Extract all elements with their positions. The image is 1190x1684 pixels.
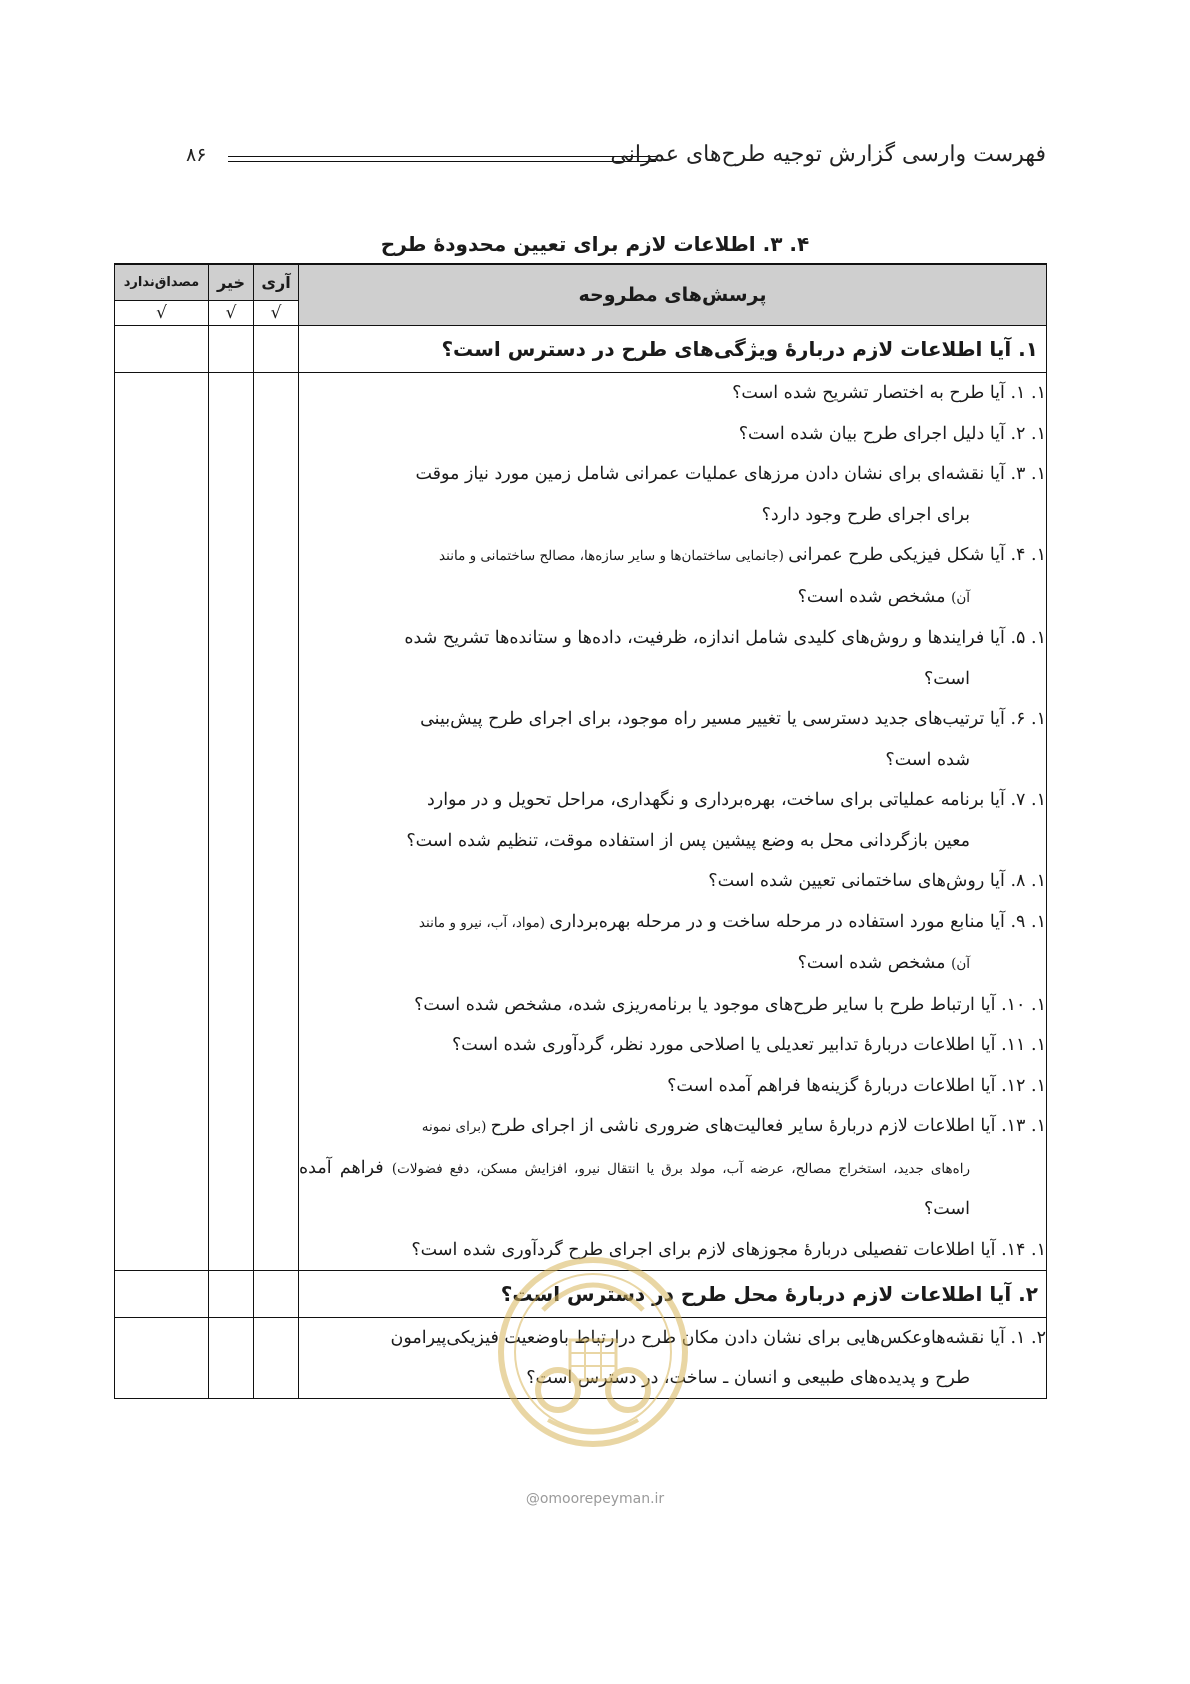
group-title: ۲. آیا اطلاعات لازم دربارهٔ محل طرح در دسترس است؟ [299,1271,1047,1318]
group-row [115,326,1047,373]
answer-yes-cell[interactable] [254,373,299,1271]
group-title: ۱. آیا اطلاعات لازم دربارهٔ ویژگی‌های طرح در دسترس است؟ [299,326,1047,373]
question-item: ۱. ۶. آیا ترتیب‌های جدید دسترسی یا تغییر مسیر راه موجود، برای اجرای طرح پیش‌بینی شده است؟ [420,709,1046,770]
running-title: فهرست وارسی گزارش توجیه طرح‌های عمرانی [610,142,1046,167]
answer-yes-cell[interactable] [254,326,299,373]
answer-na-cell[interactable] [115,373,209,1271]
group-items [299,373,1047,1271]
question-item: ۱. ۲. آیا دلیل اجرای طرح بیان شده است؟ [738,423,1046,444]
answer-na-cell[interactable] [115,326,209,373]
section-heading: ۴. ۳. اطلاعات لازم برای تعیین محدودهٔ طرح [380,232,810,256]
tick-mark: √ [115,300,209,325]
answer-yes-cell[interactable] [254,1318,299,1399]
answer-no-cell[interactable] [209,1271,254,1318]
header-rule [228,156,656,157]
group-items-row [115,373,1047,1271]
answer-yes-cell[interactable] [254,1271,299,1318]
checklist-table [114,263,1047,1399]
question-item: ۱. ۱۳. آیا اطلاعات لازم دربارهٔ سایر فعالیت‌های ضروری ناشی از اجرای طرح (برای نمونه راه‌های جدید، استخراج مصالح، عرضه آب، مولد برق یا انتقال نیرو، افزایش مسکن، دفع فضولات) فراهم آمده است؟ [299,1116,1046,1219]
header-no: خیر [209,264,254,300]
answer-na-cell[interactable] [115,1271,209,1318]
question-item: ۱. ۳. آیا نقشه‌ای برای نشان دادن مرزهای عملیات عمرانی شامل زمین مورد نیاز موقت برای اجرای طرح وجود دارد؟ [415,464,1046,525]
header-yes: آری [254,264,299,300]
answer-na-cell[interactable] [115,1318,209,1399]
question-item: ۲. ۱. آیا نقشه‌هاوعکس‌هایی برای نشان دادن مکان طرح درارتباط باوضعیت فیزیکی‌پیرامون طرح و پدیده‌های طبیعی و انسان ـ ساخت، در دسترس است؟ [390,1328,1046,1388]
question-item: ۱. ۱۲. آیا اطلاعات دربارهٔ گزینه‌ها فراهم آمده است؟ [667,1075,1046,1096]
watermark-seal-icon [488,1240,698,1470]
question-item: ۱. ۷. آیا برنامه عملیاتی برای ساخت، بهره‌برداری و نگهداری، مراحل تحویل و در موارد معین بازگردانی محل به وضع پیشین پس از استفاده موقت، تنظیم شده است؟ [406,790,1046,851]
page-header [186,140,1046,180]
question-item: ۱. ۱. آیا طرح به اختصار تشریح شده است؟ [732,383,1046,403]
question-item: ۱. ۱۴. آیا اطلاعات تفصیلی دربارهٔ مجوزهای لازم برای اجرای طرح گردآوری شده است؟ [411,1239,1046,1260]
question-item: ۱. ۸. آیا روش‌های ساختمانی تعیین شده است؟ [708,871,1046,891]
question-item: ۱. ۱۱. آیا اطلاعات دربارهٔ تدابیر تعدیلی یا اصلاحی مورد نظر، گردآوری شده است؟ [452,1035,1046,1055]
question-item: ۱. ۴. آیا شکل فیزیکی طرح عمرانی (جانمایی ساختمان‌ها و سایر سازه‌ها، مصالح ساختمانی و مانند آن) مشخص شده است؟ [439,545,1046,607]
tick-mark: √ [254,300,299,325]
answer-no-cell[interactable] [209,1318,254,1399]
question-item: ۱. ۵. آیا فرایندها و روش‌های کلیدی شامل اندازه، ظرفیت، داده‌ها و ستانده‌ها تشریح شده است؟ [404,628,1046,689]
header-question: پرسش‌های مطروحه [299,264,1047,326]
header-rule [228,161,656,162]
answer-no-cell[interactable] [209,326,254,373]
question-item: ۱. ۹. آیا منابع مورد استفاده در مرحله ساخت و در مرحله بهره‌برداری (مواد، آب، نیرو و مانند آن) مشخص شده است؟ [418,911,1046,973]
question-item: ۱. ۱۰. آیا ارتباط طرح با سایر طرح‌های موجود یا برنامه‌ریزی شده، مشخص شده است؟ [414,994,1046,1015]
page-number: ۸۶ [186,144,207,166]
watermark-site: @omoorepeyman.ir [525,1491,665,1507]
tick-mark: √ [209,300,254,325]
header-not-applicable: مصداق‌ندارد [115,264,209,300]
answer-no-cell[interactable] [209,373,254,1271]
